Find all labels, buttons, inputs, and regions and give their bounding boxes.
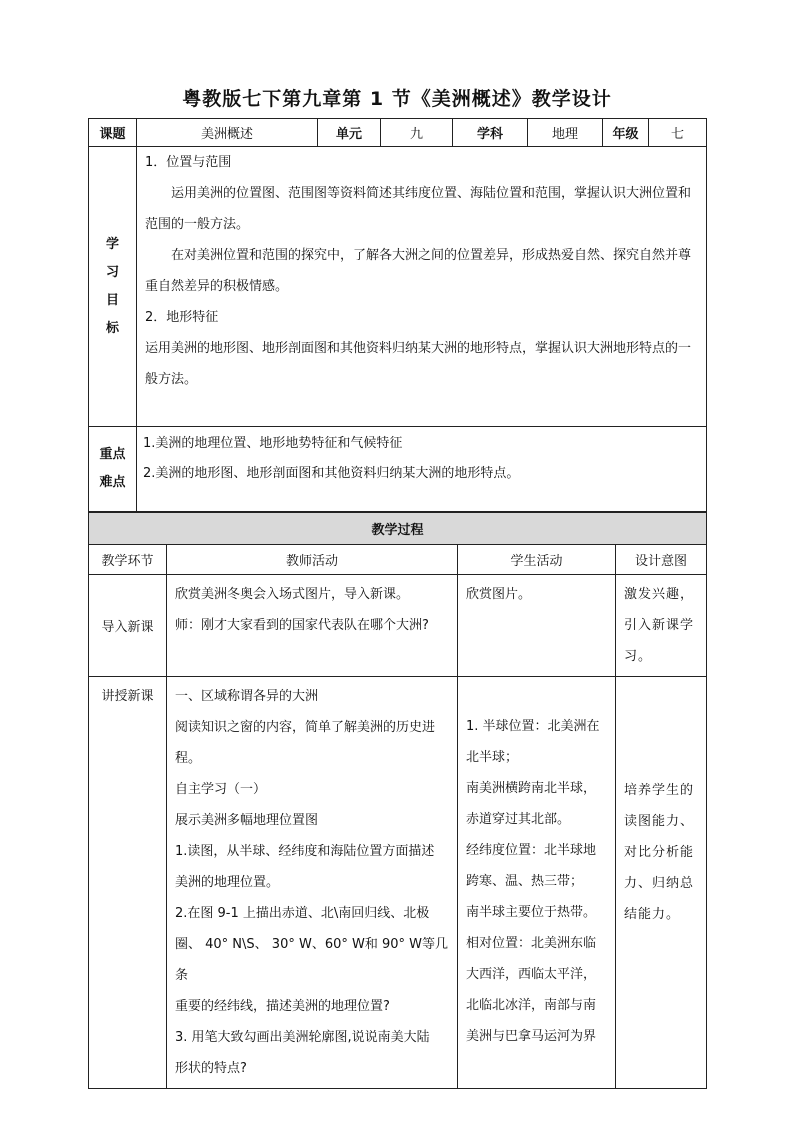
intent-line: 力、归纳总 — [624, 876, 695, 891]
student-line: 1. 半球位置：北美洲在 — [466, 719, 600, 734]
student-line: 跨寒、温、热三带； — [466, 874, 584, 889]
key-label-line: 难点 — [99, 475, 126, 490]
goals-label-char: 学 — [105, 236, 119, 252]
info-table — [88, 118, 707, 512]
process-header: 教学过程 — [89, 513, 707, 545]
subject-label: 学科 — [453, 119, 528, 147]
unit-value: 九 — [381, 119, 453, 147]
teacher-line: 阅读知识之窗的内容，简单了解美洲的历史进 — [175, 720, 436, 735]
teacher-line: 程。 — [175, 751, 202, 766]
teacher-line: 一、区域称谓各异的大洲 — [175, 689, 319, 704]
student-line: 欣赏图片。 — [466, 587, 532, 602]
teacher-cell — [167, 677, 458, 1089]
goals-label-char: 标 — [105, 320, 119, 336]
key-label-line: 重点 — [99, 447, 126, 462]
table-row — [89, 575, 707, 677]
topic-label: 课题 — [89, 119, 137, 147]
goal-heading: 1．位置与范围 — [145, 155, 232, 170]
student-line: 南美洲横跨南北半球， — [466, 781, 597, 796]
teacher-line: 3. 用笔大致勾画出美洲轮廓图,说说南美大陆 — [175, 1030, 430, 1045]
stage-cell: 导入新课 — [89, 575, 167, 677]
col-header-teacher: 教师活动 — [167, 545, 458, 575]
subject-value: 地理 — [528, 119, 603, 147]
student-line: 北半球； — [466, 750, 519, 765]
teacher-cell — [167, 575, 458, 677]
intent-line: 结能力。 — [624, 907, 681, 922]
intent-cell — [616, 677, 707, 1089]
grade-value: 七 — [649, 119, 707, 147]
key-point: 1.美洲的地理位置、地形地势特征和气候特征 — [143, 436, 403, 451]
student-line: 美洲与巴拿马运河为界 — [466, 1029, 597, 1044]
intent-line: 激发兴趣， — [624, 587, 695, 602]
intent-cell — [616, 575, 707, 677]
goal-text: 在对美洲位置和范围的探究中，了解各大洲之间的位置差异，形成热爱自然、探究自然并尊重自然差异的积极情感。 — [145, 248, 692, 294]
key-points-label — [89, 427, 137, 512]
key-point: 2.美洲的地形图、地形剖面图和其他资料归纳某大洲的地形特点。 — [143, 466, 520, 481]
process-table — [88, 512, 707, 1089]
teacher-line: 欣赏美洲冬奥会入场式图片，导入新课。 — [175, 587, 410, 602]
goals-label — [89, 147, 137, 427]
teacher-line: 形状的特点? — [175, 1061, 247, 1076]
student-line: 经纬度位置：北半球地 — [466, 843, 597, 858]
stage-cell — [89, 677, 167, 1089]
col-header-intent: 设计意图 — [616, 545, 707, 575]
intent-line: 培养学生的 — [624, 783, 695, 798]
teacher-line: 展示美洲多幅地理位置图 — [175, 813, 319, 828]
student-line: 南半球主要位于热带。 — [466, 905, 597, 920]
teacher-line: 美洲的地理位置。 — [175, 875, 280, 890]
teacher-line: 自主学习（一） — [175, 782, 267, 797]
teacher-line: 重要的经纬线，描述美洲的地理位置? — [175, 999, 390, 1014]
goals-label-char: 目 — [105, 292, 119, 308]
teacher-line: 圈、 40° N\S、 30° W、60° W和 90° W等几条 — [175, 937, 449, 983]
intent-line: 对比分析能 — [624, 845, 695, 860]
intent-line: 读图能力、 — [624, 814, 695, 829]
unit-label: 单元 — [318, 119, 381, 147]
student-cell — [458, 677, 616, 1089]
stage-text: 讲授新课 — [101, 689, 154, 704]
intent-line: 习。 — [624, 649, 653, 664]
topic-value: 美洲概述 — [137, 119, 318, 147]
key-points-content — [137, 427, 707, 512]
col-header-student: 学生活动 — [458, 545, 616, 575]
teacher-line: 1.读图，从半球、经纬度和海陆位置方面描述 — [175, 844, 435, 859]
goal-heading: 2．地形特征 — [145, 310, 219, 325]
intent-line: 引入新课学 — [624, 618, 695, 633]
goals-content — [137, 147, 707, 427]
teacher-line: 师：刚才大家看到的国家代表队在哪个大洲? — [175, 618, 429, 633]
student-line: 大西洋，西临太平洋， — [466, 967, 597, 982]
teacher-line: 2.在图 9-1 上描出赤道、北\南回归线、北极 — [175, 906, 430, 921]
student-cell — [458, 575, 616, 677]
goals-label-char: 习 — [105, 264, 119, 280]
student-line: 相对位置：北美洲东临 — [466, 936, 597, 951]
col-header-stage: 教学环节 — [89, 545, 167, 575]
goal-text: 运用美洲的位置图、范围图等资料简述其纬度位置、海陆位置和范围，掌握认识大洲位置和范围的一般方法。 — [145, 186, 692, 232]
table-row — [89, 677, 707, 1089]
goal-text: 运用美洲的地形图、地形剖面图和其他资料归纳某大洲的地形特点，掌握认识大洲地形特点的一般方法。 — [145, 341, 692, 387]
student-line: 赤道穿过其北部。 — [466, 812, 571, 827]
document-title: 粤教版七下第九章第 1 节《美洲概述》教学设计 — [182, 88, 612, 110]
student-line: 北临北冰洋，南部与南 — [466, 998, 597, 1013]
grade-label: 年级 — [603, 119, 649, 147]
